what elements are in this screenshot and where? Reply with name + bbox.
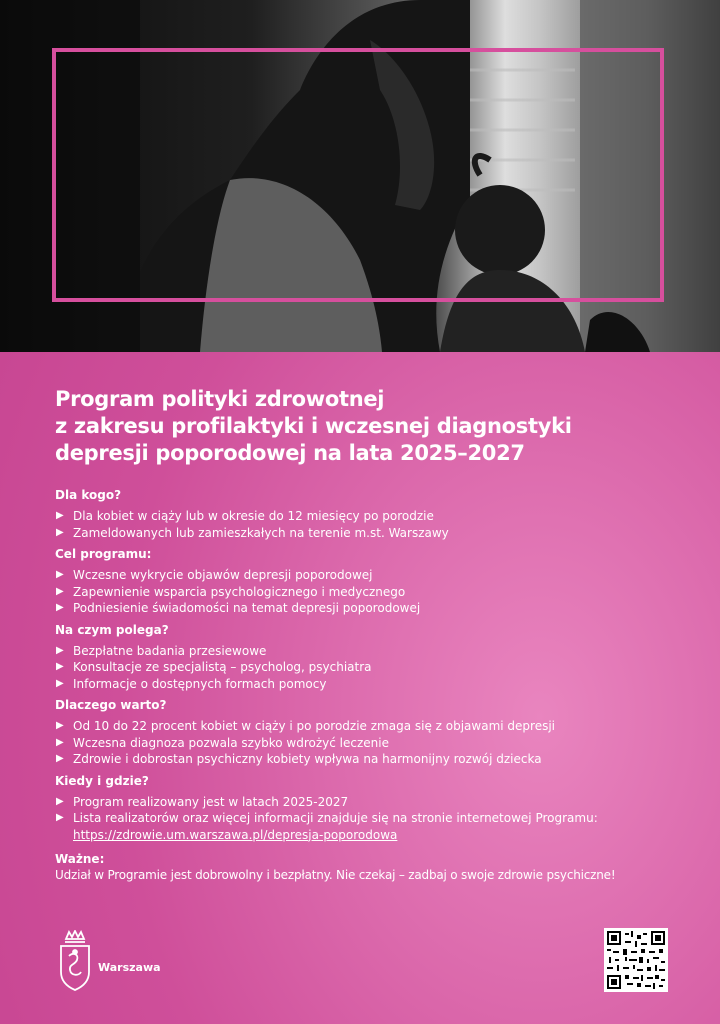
list-item: ▶ Od 10 do 22 procent kobiet w ciąży i po porodzie zmaga się z objawami depresji: [55, 718, 685, 735]
list-item-text: Lista realizatorów oraz więcej informacji znajduje się na stronie internetowej Programu:: [73, 811, 598, 825]
section-heading: Na czym polega?: [55, 622, 169, 637]
qr-code-graphic: [607, 931, 665, 989]
list-item: ▶ Dla kobiet w ciąży lub w okresie do 12 miesięcy po porodzie: [55, 508, 685, 525]
title-line: Program polityki zdrowotnej: [55, 387, 385, 411]
section-list: [55, 567, 685, 617]
section-list: [55, 718, 685, 768]
pink-frame: [52, 48, 664, 302]
section-cel-programu: [55, 546, 685, 617]
list-item: ▶ Podniesienie świadomości na temat depresji poporodowej: [55, 600, 685, 617]
section-heading: Cel programu:: [55, 547, 152, 561]
section-heading: Dla kogo?: [55, 488, 122, 502]
section-list: [55, 508, 685, 541]
list-item: ▶ Informacje o dostępnych formach pomocy: [55, 676, 685, 693]
program-website-link[interactable]: https://zdrowie.um.warszawa.pl/depresja-poporodowa: [73, 827, 398, 842]
section-list: [55, 794, 685, 844]
title-line: depresji poporodowej na lata 2025–2027: [55, 441, 525, 465]
section-heading: Dlaczego warto?: [55, 698, 167, 712]
list-item: [55, 810, 685, 843]
list-item: ▶ Zapewnienie wsparcia psychologicznego i medycznego: [55, 584, 685, 601]
list-item: ▶ Zameldowanych lub zamieszkałych na terenie m.st. Warszawy: [55, 525, 685, 542]
list-item: ▶ Wczesne wykrycie objawów depresji poporodowej: [55, 567, 685, 584]
section-kiedy-i-gdzie: [55, 773, 685, 844]
section-dla-kogo: [55, 487, 685, 541]
list-item: ▶ Zdrowie i dobrostan psychiczny kobiety wpływa na harmonijny rozwój dziecka: [55, 751, 685, 768]
list-item: ▶ Program realizowany jest w latach 2025-2027: [55, 794, 685, 811]
city-name: Warszawa: [98, 961, 161, 974]
section-dlaczego-warto: [55, 697, 685, 768]
section-heading: Kiedy i gdzie?: [55, 773, 149, 788]
wazne-heading: Ważne:: [55, 852, 105, 866]
page-title: [55, 386, 685, 467]
warsaw-coat-of-arms-icon: [55, 930, 95, 992]
wazne-text: Udział w Programie jest dobrowolny i bezpłatny. Nie czekaj – zadbaj o swoje zdrowie psychiczne!: [55, 868, 616, 882]
qr-code-icon[interactable]: [604, 928, 668, 992]
section-na-czym-polega: [55, 622, 685, 693]
title-line: z zakresu profilaktyki i wczesnej diagnostyki: [55, 414, 572, 438]
wazne-block: [55, 851, 685, 883]
section-list: [55, 643, 685, 693]
header-photo: [0, 0, 720, 352]
content: [55, 386, 685, 883]
list-item: ▶ Konsultacje ze specjalistą – psycholog, psychiatra: [55, 659, 685, 676]
list-item: ▶ Wczesna diagnoza pozwala szybko wdrożyć leczenie: [55, 735, 685, 752]
list-item: ▶ Bezpłatne badania przesiewowe: [55, 643, 685, 660]
